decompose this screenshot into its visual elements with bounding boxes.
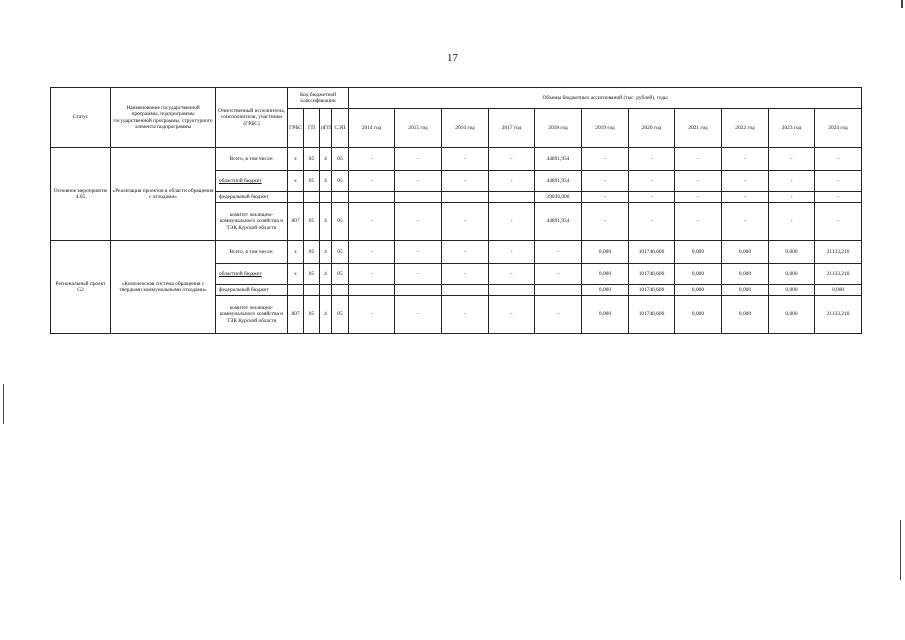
header-code-pgp: пГП — [320, 109, 332, 148]
value-cell: 44891,954 — [535, 171, 582, 192]
header-year: 2024 год — [815, 109, 862, 148]
value-cell: 44891,954 — [535, 203, 582, 241]
code-cell: 05 — [332, 296, 349, 334]
code-cell: 4 — [320, 264, 332, 285]
value-cell: 0,000 — [769, 296, 815, 334]
value-cell: - — [349, 171, 395, 192]
value-cell: - — [675, 148, 722, 171]
header-year: 2020 год — [629, 109, 675, 148]
value-cell: - — [442, 203, 489, 241]
value-cell: 0,000 — [582, 285, 629, 296]
value-cell: 21133,210 — [815, 241, 862, 264]
funding-source-cell: областной бюджет — [216, 171, 288, 192]
header-year: 2015 год — [395, 109, 442, 148]
funding-source-cell: областной бюджет — [216, 264, 288, 285]
header-volumes: Объемы бюджетных ассигнований (тыс. рублей), годы — [349, 88, 862, 109]
code-cell: 05 — [332, 264, 349, 285]
code-cell — [332, 192, 349, 203]
header-year: 2023 год — [769, 109, 815, 148]
value-cell: - — [395, 203, 442, 241]
code-cell — [304, 285, 320, 296]
value-cell: - — [722, 148, 769, 171]
funding-source-cell: Всего, в том числе: — [216, 241, 288, 264]
value-cell: 0,000 — [582, 241, 629, 264]
value-cell: - — [675, 171, 722, 192]
value-cell: - — [815, 192, 862, 203]
code-cell: х — [288, 241, 304, 264]
value-cell: - — [489, 241, 535, 264]
value-cell: - — [395, 264, 442, 285]
value-cell: - — [722, 203, 769, 241]
measure-name-cell: «Реализация проектов в области обращения с отходами» — [111, 148, 216, 241]
value-cell: - — [489, 296, 535, 334]
value-cell: 0,000 — [722, 296, 769, 334]
value-cell — [489, 285, 535, 296]
value-cell: - — [722, 192, 769, 203]
header-year: 2018 год — [535, 109, 582, 148]
code-cell: 4 — [320, 241, 332, 264]
value-cell: - — [815, 148, 862, 171]
code-cell: 05 — [332, 171, 349, 192]
value-cell — [395, 192, 442, 203]
value-cell: - — [815, 203, 862, 241]
header-year: 2019 год — [582, 109, 629, 148]
value-cell: - — [769, 192, 815, 203]
value-cell: 0,000 — [582, 264, 629, 285]
value-cell: - — [582, 203, 629, 241]
funding-source-cell: комитет жилищно-коммунального хозяйства и ТЭК Курской области — [216, 203, 288, 241]
value-cell: - — [769, 148, 815, 171]
header-status: Статус — [51, 88, 111, 148]
value-cell: - — [489, 264, 535, 285]
value-cell: - — [629, 203, 675, 241]
value-cell: - — [489, 148, 535, 171]
scan-edge-mark — [900, 520, 901, 580]
value-cell: - — [349, 296, 395, 334]
header-year: 2021 год — [675, 109, 722, 148]
page-number: 17 — [447, 52, 458, 64]
header-name: Наименование государственной программы, подпрограммы государственной программы, структурного элемента подпрограммы — [111, 88, 216, 148]
code-cell: 05 — [304, 241, 320, 264]
code-cell: 807 — [288, 296, 304, 334]
value-cell: 0,000 — [769, 285, 815, 296]
value-cell: - — [349, 148, 395, 171]
funding-source-cell: комитет жилищно-коммунального хозяйства и ТЭК Курской области — [216, 296, 288, 334]
code-cell: 4 — [320, 203, 332, 241]
code-cell: 05 — [304, 296, 320, 334]
code-cell: 4 — [320, 296, 332, 334]
value-cell — [489, 192, 535, 203]
value-cell: - — [815, 171, 862, 192]
code-cell: 05 — [332, 148, 349, 171]
code-cell — [304, 192, 320, 203]
header-executor: Ответственный исполнитель, соисполнители, участники (ГРБС) — [216, 88, 288, 148]
value-cell: - — [395, 296, 442, 334]
code-cell: 05 — [304, 264, 320, 285]
header-code-sep: СЭП — [332, 109, 349, 148]
value-cell: 101746,600 — [629, 241, 675, 264]
measure-name-cell: «Комплексная система обращения с твердыми коммунальными отходами» — [111, 241, 216, 334]
status-cell: Региональный проект G2 — [51, 241, 111, 334]
code-cell: 05 — [332, 241, 349, 264]
value-cell: 21133,210 — [815, 296, 862, 334]
code-cell: 4 — [320, 171, 332, 192]
value-cell: - — [395, 148, 442, 171]
row-total — [51, 148, 862, 171]
funding-source-cell: Всего, в том числе: — [216, 148, 288, 171]
value-cell: - — [395, 241, 442, 264]
funding-source-cell: федеральный бюджет — [216, 285, 288, 296]
value-cell: 0,000 — [769, 241, 815, 264]
funding-source-cell: федеральный бюджет — [216, 192, 288, 203]
value-cell: - — [722, 171, 769, 192]
value-cell — [535, 285, 582, 296]
code-cell: 05 — [304, 203, 320, 241]
code-cell — [288, 192, 304, 203]
value-cell: - — [442, 264, 489, 285]
value-cell: 0,000 — [675, 241, 722, 264]
value-cell: 0,000 — [582, 296, 629, 334]
header-year: 2016 год — [442, 109, 489, 148]
scan-edge-mark — [901, 0, 903, 8]
value-cell — [442, 285, 489, 296]
code-cell: х — [288, 264, 304, 285]
budget-table — [50, 87, 862, 334]
value-cell — [349, 192, 395, 203]
header-year: 2022 год — [722, 109, 769, 148]
value-cell: 0,000 — [722, 241, 769, 264]
value-cell: - — [442, 171, 489, 192]
row-total — [51, 241, 862, 264]
code-cell: х — [288, 171, 304, 192]
value-cell: - — [582, 192, 629, 203]
header-year: 2017 год — [489, 109, 535, 148]
value-cell: - — [629, 148, 675, 171]
value-cell: 0,000 — [722, 264, 769, 285]
value-cell: - — [349, 264, 395, 285]
value-cell: - — [629, 192, 675, 203]
value-cell: 0,000 — [815, 285, 862, 296]
header-code-grbs: ГРБС — [288, 109, 304, 148]
value-cell: 101746,600 — [629, 264, 675, 285]
code-cell: 4 — [320, 148, 332, 171]
value-cell: - — [489, 203, 535, 241]
value-cell: - — [442, 148, 489, 171]
code-cell: х — [288, 148, 304, 171]
value-cell: - — [489, 171, 535, 192]
value-cell: 0,000 — [675, 296, 722, 334]
header-code-gp: ГП — [304, 109, 320, 148]
value-cell: - — [535, 241, 582, 264]
value-cell: - — [769, 171, 815, 192]
code-cell: 05 — [304, 148, 320, 171]
value-cell — [442, 192, 489, 203]
value-cell: - — [442, 296, 489, 334]
header-year: 2014 год — [349, 109, 395, 148]
value-cell: 0,000 — [675, 264, 722, 285]
value-cell: - — [349, 241, 395, 264]
value-cell: - — [535, 296, 582, 334]
scan-edge-mark — [3, 384, 4, 424]
value-cell: 0,000 — [722, 285, 769, 296]
value-cell: 21133,210 — [815, 264, 862, 285]
value-cell: - — [349, 203, 395, 241]
value-cell — [349, 285, 395, 296]
value-cell: - — [535, 264, 582, 285]
code-cell: 05 — [332, 203, 349, 241]
value-cell: - — [582, 148, 629, 171]
code-cell — [320, 192, 332, 203]
value-cell: - — [442, 241, 489, 264]
status-cell: Основное мероприятие 4.05 — [51, 148, 111, 241]
code-cell: 05 — [304, 171, 320, 192]
value-cell: - — [395, 171, 442, 192]
value-cell: 101746,600 — [629, 296, 675, 334]
value-cell: - — [629, 171, 675, 192]
code-cell — [288, 285, 304, 296]
value-cell: 39036,000 — [535, 192, 582, 203]
code-cell — [320, 285, 332, 296]
value-cell: 44891,954 — [535, 148, 582, 171]
value-cell: - — [769, 203, 815, 241]
value-cell — [395, 285, 442, 296]
code-cell: 807 — [288, 203, 304, 241]
value-cell: 0,000 — [675, 285, 722, 296]
value-cell: 101746,600 — [629, 285, 675, 296]
value-cell: - — [675, 203, 722, 241]
value-cell: 0,000 — [769, 264, 815, 285]
code-cell — [332, 285, 349, 296]
header-code-group: Код бюджетной классификации — [288, 88, 349, 109]
value-cell: - — [675, 192, 722, 203]
value-cell: - — [582, 171, 629, 192]
